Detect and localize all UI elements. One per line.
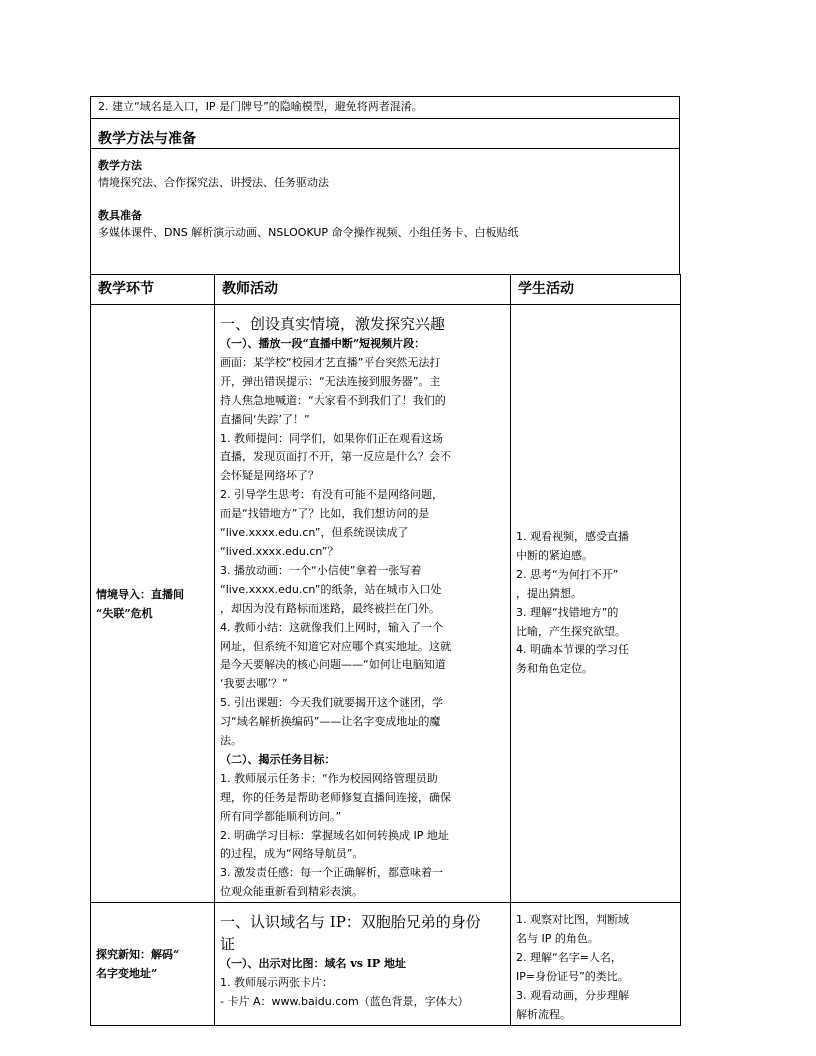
stage-label: 情境导入：直播间 bbox=[96, 587, 184, 601]
activity-subheading: （一）、出示对比图：域名 vs IP 地址 bbox=[220, 957, 406, 971]
activity-line: 的过程，成为“网络导航员”。 bbox=[220, 847, 364, 861]
activity-line: “live.xxxx.edu.cn”，但系统误读成了 bbox=[220, 526, 409, 540]
stage-label: 探究新知：解码“ bbox=[96, 947, 180, 961]
section-title: 教学方法与准备 bbox=[90, 118, 680, 148]
methods-block bbox=[90, 148, 680, 274]
tools-label: 教具准备 bbox=[98, 209, 142, 222]
activity-line: 3. 播放动画：一个“小信使”拿着一张写着 bbox=[220, 563, 422, 577]
activity-line: ‘我要去哪’？” bbox=[220, 677, 288, 691]
student-cell bbox=[511, 903, 681, 1025]
student-activity-line: 解析流程。 bbox=[516, 1007, 571, 1021]
student-activity-line: 比喻，产生探究欲望。 bbox=[516, 624, 626, 638]
student-activity-line: 2. 思考“为何打不开” bbox=[516, 567, 619, 581]
activity-line: 持人焦急地喊道：“大家看不到我们了！我们的 bbox=[220, 393, 446, 407]
activity-line: 1. 教师展示任务卡：“作为校园网络管理员助 bbox=[220, 771, 438, 785]
activity-line: “live.xxxx.edu.cn”的纸条，站在城市入口处 bbox=[220, 582, 442, 596]
activity-line: 习“域名解析换编码”——让名字变成地址的魔 bbox=[220, 715, 441, 729]
student-activity-line: 3. 观看动画，分步理解 bbox=[516, 988, 629, 1002]
activity-line: 1. 教师展示两张卡片： bbox=[220, 976, 333, 990]
lesson-plan-document bbox=[90, 96, 680, 1026]
activity-table bbox=[90, 274, 681, 1026]
header-teacher: 教师活动 bbox=[215, 275, 511, 305]
table-row bbox=[91, 305, 681, 903]
activity-line: ，却因为没有路标而迷路，最终被拦在门外。 bbox=[220, 601, 440, 615]
teacher-cell bbox=[215, 903, 511, 1025]
activity-line: 开，弹出错误提示：“无法连接到服务器”。主 bbox=[220, 374, 441, 388]
activity-line: 直播间‘失踪’了！” bbox=[220, 412, 310, 426]
tools-text: 多媒体课件、DNS 解析演示动画、NSLOOKUP 命令操作视频、小组任务卡、白板贴纸 bbox=[98, 226, 519, 239]
student-activity-line: ，提出猜想。 bbox=[516, 586, 582, 600]
activity-line: 位观众能重新看到精彩表演。 bbox=[220, 885, 363, 899]
activity-line: 所有同学都能顺利访问。” bbox=[220, 809, 342, 823]
activity-line: 法。 bbox=[220, 734, 242, 748]
student-activity-line: IP=身份证号”的类比。 bbox=[516, 969, 629, 983]
activity-line: 会怀疑是网络坏了？ bbox=[220, 469, 319, 483]
activity-line: - 卡片 A：www.baidu.com（蓝色背景，字体大） bbox=[220, 995, 469, 1008]
teacher-cell bbox=[215, 305, 511, 903]
student-cell bbox=[511, 305, 681, 903]
header-stage: 教学环节 bbox=[91, 275, 215, 305]
activity-line: 2. 明确学习目标：掌握域名如何转换成 IP 地址 bbox=[220, 828, 449, 842]
activity-line: 2. 引导学生思考：有没有可能不是网络问题， bbox=[220, 488, 443, 502]
activity-line: 是今天要解决的核心问题——“如何让电脑知道 bbox=[220, 658, 446, 672]
activity-line: 画面：某学校“校园才艺直播”平台突然无法打 bbox=[220, 355, 441, 369]
student-activity-line: 3. 理解“找错地方”的 bbox=[516, 605, 619, 619]
stage-cell bbox=[91, 305, 215, 903]
activity-line: 理，你的任务是帮助老师修复直播间连接，确保 bbox=[220, 790, 451, 804]
activity-title: 一、认识域名与 IP：双胞胎兄弟的身份 bbox=[220, 913, 481, 932]
activity-subheading: （一）、播放一段“直播中断”短视频片段： bbox=[220, 337, 426, 350]
activity-line: 网址，但系统不知道它对应哪个真实地址。这就 bbox=[220, 639, 451, 653]
activity-line: “lived.xxxx.edu.cn”？ bbox=[220, 544, 339, 558]
activity-line: 3. 激发责任感：每一个正确解析，都意味着一 bbox=[220, 866, 443, 880]
objective-line: 2. 建立“域名是入口，IP 是门牌号”的隐喻模型，避免将两者混淆。 bbox=[90, 96, 680, 118]
student-activity-line: 1. 观看视频，感受直播 bbox=[516, 529, 629, 543]
table-header-row bbox=[91, 275, 681, 305]
student-activity-line: 1. 观察对比图，判断域 bbox=[516, 913, 629, 927]
activity-line: 而是“找错地方”了？比如，我们想访问的是 bbox=[220, 507, 430, 521]
student-activity-line: 4. 明确本节课的学习任 bbox=[516, 643, 629, 657]
methods-label: 教学方法 bbox=[98, 159, 142, 172]
student-activity-line: 名与 IP 的角色。 bbox=[516, 932, 599, 946]
activity-title: 证 bbox=[220, 935, 236, 954]
stage-label: 名字变地址” bbox=[96, 966, 158, 980]
student-activity-line: 2. 理解“名字=人名， bbox=[516, 951, 622, 964]
header-student: 学生活动 bbox=[511, 275, 681, 305]
activity-line: 直播，发现页面打不开，第一反应是什么？会不 bbox=[220, 450, 451, 464]
stage-cell bbox=[91, 903, 215, 1025]
activity-subheading: （二）、揭示任务目标： bbox=[220, 752, 336, 766]
student-activity-line: 务和角色定位。 bbox=[516, 662, 593, 676]
table-row bbox=[91, 903, 681, 1025]
activity-line: 1. 教师提问：同学们，如果你们正在观看这场 bbox=[220, 431, 443, 445]
activity-line: 4. 教师小结：这就像我们上网时，输入了一个 bbox=[220, 620, 443, 634]
methods-text: 情境探究法、合作探究法、讲授法、任务驱动法 bbox=[98, 176, 329, 189]
activity-title: 一、创设真实情境，激发探究兴趣 bbox=[220, 315, 446, 333]
activity-line: 5. 引出课题：今天我们就要揭开这个谜团，学 bbox=[220, 696, 443, 710]
student-activity-line: 中断的紧迫感。 bbox=[516, 548, 593, 562]
stage-label: “失联”危机 bbox=[96, 606, 153, 620]
